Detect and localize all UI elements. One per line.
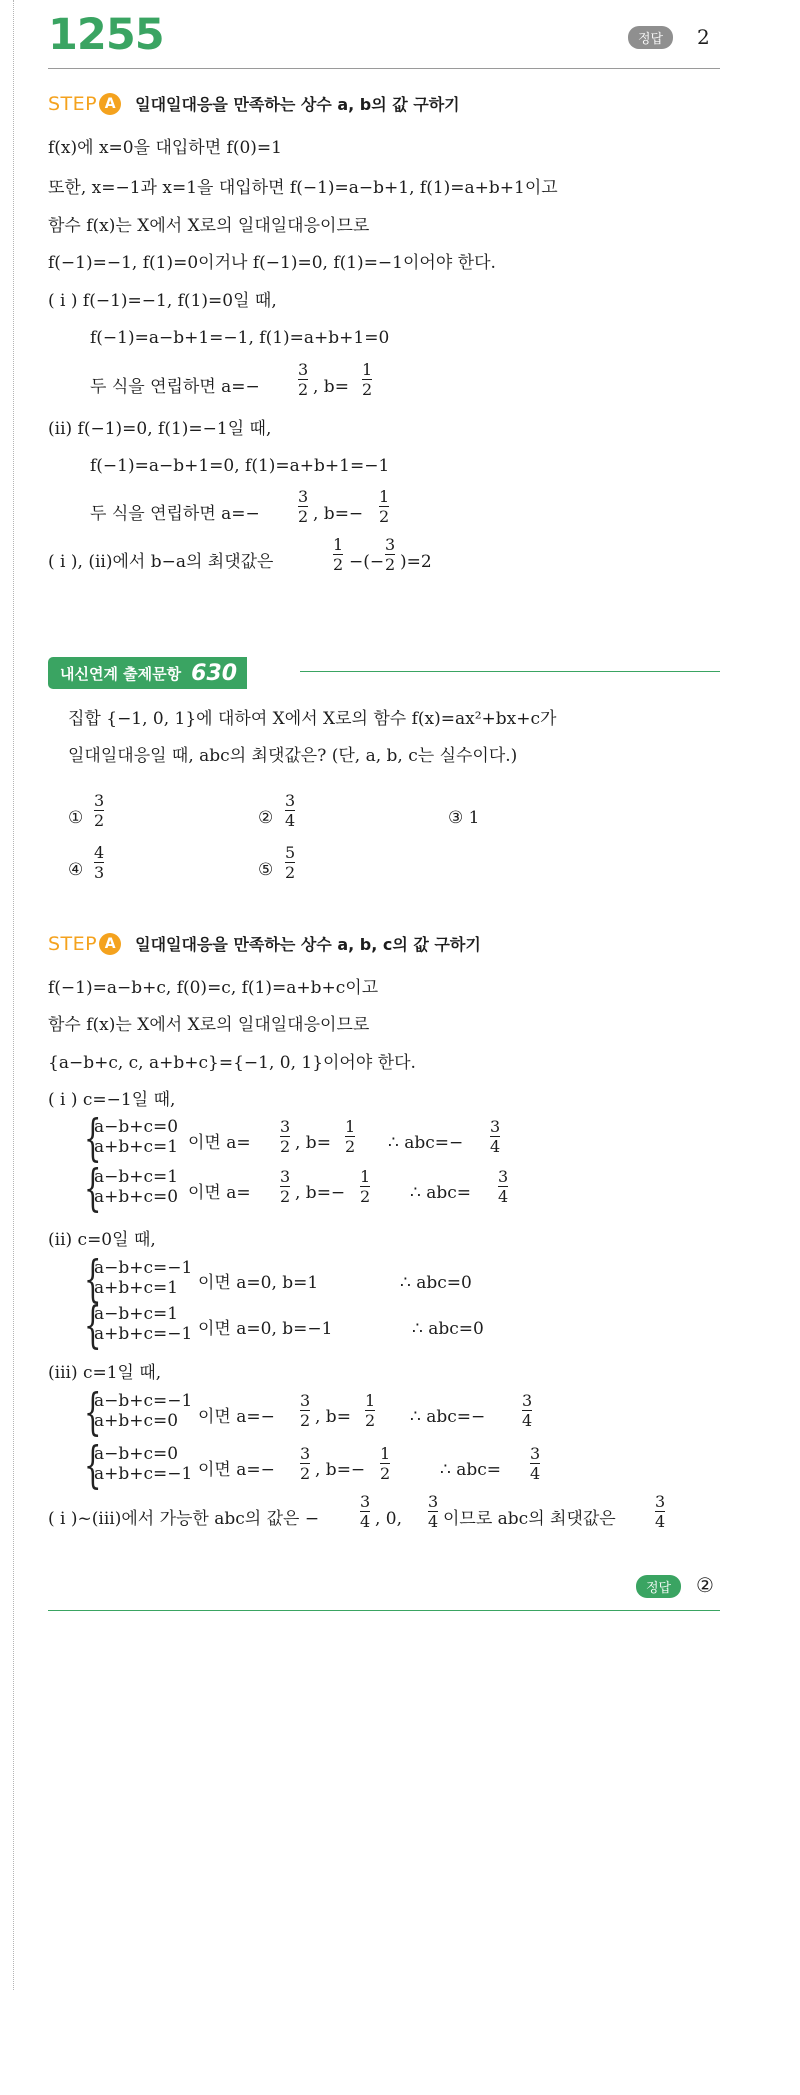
fraction: $\frac{3}{2}$ — [298, 487, 309, 526]
step-heading — [48, 92, 460, 115]
fraction: $\frac{1}{2}$ — [379, 487, 390, 526]
banner-label: 내신연계 출제문항 — [60, 664, 182, 683]
solution-line: )=2 — [400, 552, 432, 572]
solution-line: 두 식을 연립하면 a=− — [90, 377, 260, 397]
option-4[interactable]: ④ — [68, 860, 84, 880]
fraction: $\frac{3}{2}$ — [300, 1444, 311, 1483]
solution-line: , 0, — [375, 1509, 403, 1529]
option-1[interactable]: ① — [68, 808, 84, 828]
solution-line: f(−1)=a−b+1=−1, f(1)=a+b+1=0 — [90, 328, 390, 348]
solution-line: f(−1)=a−b+c, f(0)=c, f(1)=a+b+c이고 — [48, 978, 379, 998]
equation-system: a−b+c=1 a+b+c=−1 — [94, 1304, 193, 1344]
solution-line: , b= — [313, 377, 349, 397]
fraction: $\frac{3}{2}$ — [280, 1167, 291, 1206]
solution-line: f(x)에 x=0을 대입하면 f(0)=1 — [48, 138, 282, 158]
system-result: 이면 a= — [188, 1183, 251, 1203]
solution-line: ( i )~(iii)에서 가능한 abc의 값은 − — [48, 1509, 320, 1529]
step-letter-icon: A — [99, 933, 121, 955]
system-result: 이면 a=0, b=−1 — [198, 1319, 333, 1339]
option-2-fraction: $\frac{3}{4}$ — [285, 791, 296, 830]
solution-line: (iii) c=1일 때, — [48, 1363, 162, 1383]
banner-number: 630 — [191, 660, 238, 686]
solution-line: 함수 f(x)는 X에서 X로의 일대일대응이므로 — [48, 216, 370, 236]
question-line: 집합 {−1, 0, 1}에 대하여 X에서 X로의 함수 f(x)=ax²+bx+c가 — [68, 709, 557, 729]
question-line: 일대일대응일 때, abc의 최댓값은? (단, a, b, c는 실수이다.) — [68, 746, 518, 766]
solution-line: , b=− — [313, 504, 364, 524]
solution-line: 또한, x=−1과 x=1을 대입하면 f(−1)=a−b+1, f(1)=a+b+1이고 — [48, 178, 558, 198]
brace: { — [84, 1109, 102, 1167]
equation-system: a−b+c=0 a+b+c=−1 — [94, 1444, 193, 1484]
brace: { — [84, 1296, 102, 1354]
option-3[interactable]: ③ 1 — [448, 808, 480, 828]
brace: { — [84, 1250, 102, 1308]
related-problem-banner — [48, 657, 247, 689]
equation-system: a−b+c=−1 a+b+c=1 — [94, 1258, 193, 1298]
fraction: $\frac{3}{4}$ — [498, 1167, 509, 1206]
brace: { — [84, 1159, 102, 1217]
system-result: 이면 a= — [188, 1133, 251, 1153]
option-4-fraction: $\frac{4}{3}$ — [94, 843, 105, 882]
fraction: $\frac{3}{2}$ — [298, 360, 309, 399]
solution-line: {a−b+c, c, a+b+c}={−1, 0, 1}이어야 한다. — [48, 1053, 416, 1073]
fraction: $\frac{3}{4}$ — [428, 1492, 439, 1531]
solution-line: f(−1)=−1, f(1)=0이거나 f(−1)=0, f(1)=−1이어야 한다. — [48, 253, 496, 273]
step-heading — [48, 932, 481, 955]
solution-line: −(− — [349, 552, 385, 572]
system-result: , b=− — [295, 1183, 346, 1203]
option-5[interactable]: ⑤ — [258, 860, 274, 880]
answer-value: ② — [696, 1573, 714, 1597]
bottom-divider — [48, 1610, 720, 1611]
fraction: $\frac{3}{4}$ — [655, 1492, 666, 1531]
system-result: ∴ abc=− — [388, 1133, 464, 1153]
solution-line: (ii) c=0일 때, — [48, 1230, 156, 1250]
header-divider — [48, 68, 720, 69]
fraction: $\frac{1}{2}$ — [333, 535, 344, 574]
step-label: STEP — [48, 92, 98, 115]
solution-line: f(−1)=a−b+1=0, f(1)=a+b+1=−1 — [90, 456, 390, 476]
solution-line: 함수 f(x)는 X에서 X로의 일대일대응이므로 — [48, 1015, 370, 1035]
system-result: 이면 a=0, b=1 — [198, 1273, 319, 1293]
fraction: $\frac{1}{2}$ — [380, 1444, 391, 1483]
system-result: 이면 a=− — [198, 1407, 275, 1427]
fraction: $\frac{1}{2}$ — [362, 360, 373, 399]
brace: { — [84, 1436, 102, 1494]
banner-divider — [300, 671, 720, 672]
step-title: 일대일대응을 만족하는 상수 a, b의 값 구하기 — [135, 95, 460, 114]
fraction: $\frac{3}{4}$ — [360, 1492, 371, 1531]
fraction: $\frac{3}{2}$ — [300, 1391, 311, 1430]
fraction: $\frac{3}{4}$ — [490, 1117, 501, 1156]
system-result: ∴ abc=0 — [400, 1273, 472, 1293]
system-result: , b=− — [315, 1460, 366, 1480]
step-letter-icon: A — [99, 93, 121, 115]
fraction: $\frac{1}{2}$ — [365, 1391, 376, 1430]
solution-line: ( i ) c=−1일 때, — [48, 1090, 176, 1110]
fraction: $\frac{3}{2}$ — [280, 1117, 291, 1156]
system-result: ∴ abc= — [440, 1460, 502, 1480]
answer-value: 2 — [697, 25, 710, 49]
solution-line: ( i ) f(−1)=−1, f(1)=0일 때, — [48, 291, 277, 311]
system-result: ∴ abc=− — [410, 1407, 486, 1427]
equation-system: a−b+c=−1 a+b+c=0 — [94, 1391, 193, 1431]
fraction: $\frac{3}{2}$ — [385, 535, 396, 574]
fraction: $\frac{1}{2}$ — [345, 1117, 356, 1156]
solution-line: ( i ), (ii)에서 b−a의 최댓값은 — [48, 552, 274, 572]
answer-badge: 정답 — [636, 1575, 681, 1598]
system-result: , b= — [295, 1133, 331, 1153]
system-result: ∴ abc=0 — [412, 1319, 484, 1339]
fraction: $\frac{3}{4}$ — [522, 1391, 533, 1430]
problem-number: 1255 — [48, 10, 164, 60]
system-result: 이면 a=− — [198, 1460, 275, 1480]
fraction: $\frac{3}{4}$ — [530, 1444, 541, 1483]
step-label: STEP — [48, 932, 98, 955]
equation-system: a−b+c=1 a+b+c=0 — [94, 1167, 179, 1207]
system-result: ∴ abc= — [410, 1183, 472, 1203]
fraction: $\frac{1}{2}$ — [360, 1167, 371, 1206]
margin-dotted-line — [13, 0, 14, 1990]
solution-line: 두 식을 연립하면 a=− — [90, 504, 260, 524]
option-2[interactable]: ② — [258, 808, 274, 828]
equation-system: a−b+c=0 a+b+c=1 — [94, 1117, 179, 1157]
option-5-fraction: $\frac{5}{2}$ — [285, 843, 296, 882]
option-1-fraction: $\frac{3}{2}$ — [94, 791, 105, 830]
answer-badge: 정답 — [628, 26, 673, 49]
solution-line: (ii) f(−1)=0, f(1)=−1일 때, — [48, 419, 272, 439]
solution-line: 이므로 abc의 최댓값은 — [443, 1509, 616, 1529]
step-title: 일대일대응을 만족하는 상수 a, b, c의 값 구하기 — [135, 935, 481, 954]
brace: { — [84, 1383, 102, 1441]
system-result: , b= — [315, 1407, 351, 1427]
